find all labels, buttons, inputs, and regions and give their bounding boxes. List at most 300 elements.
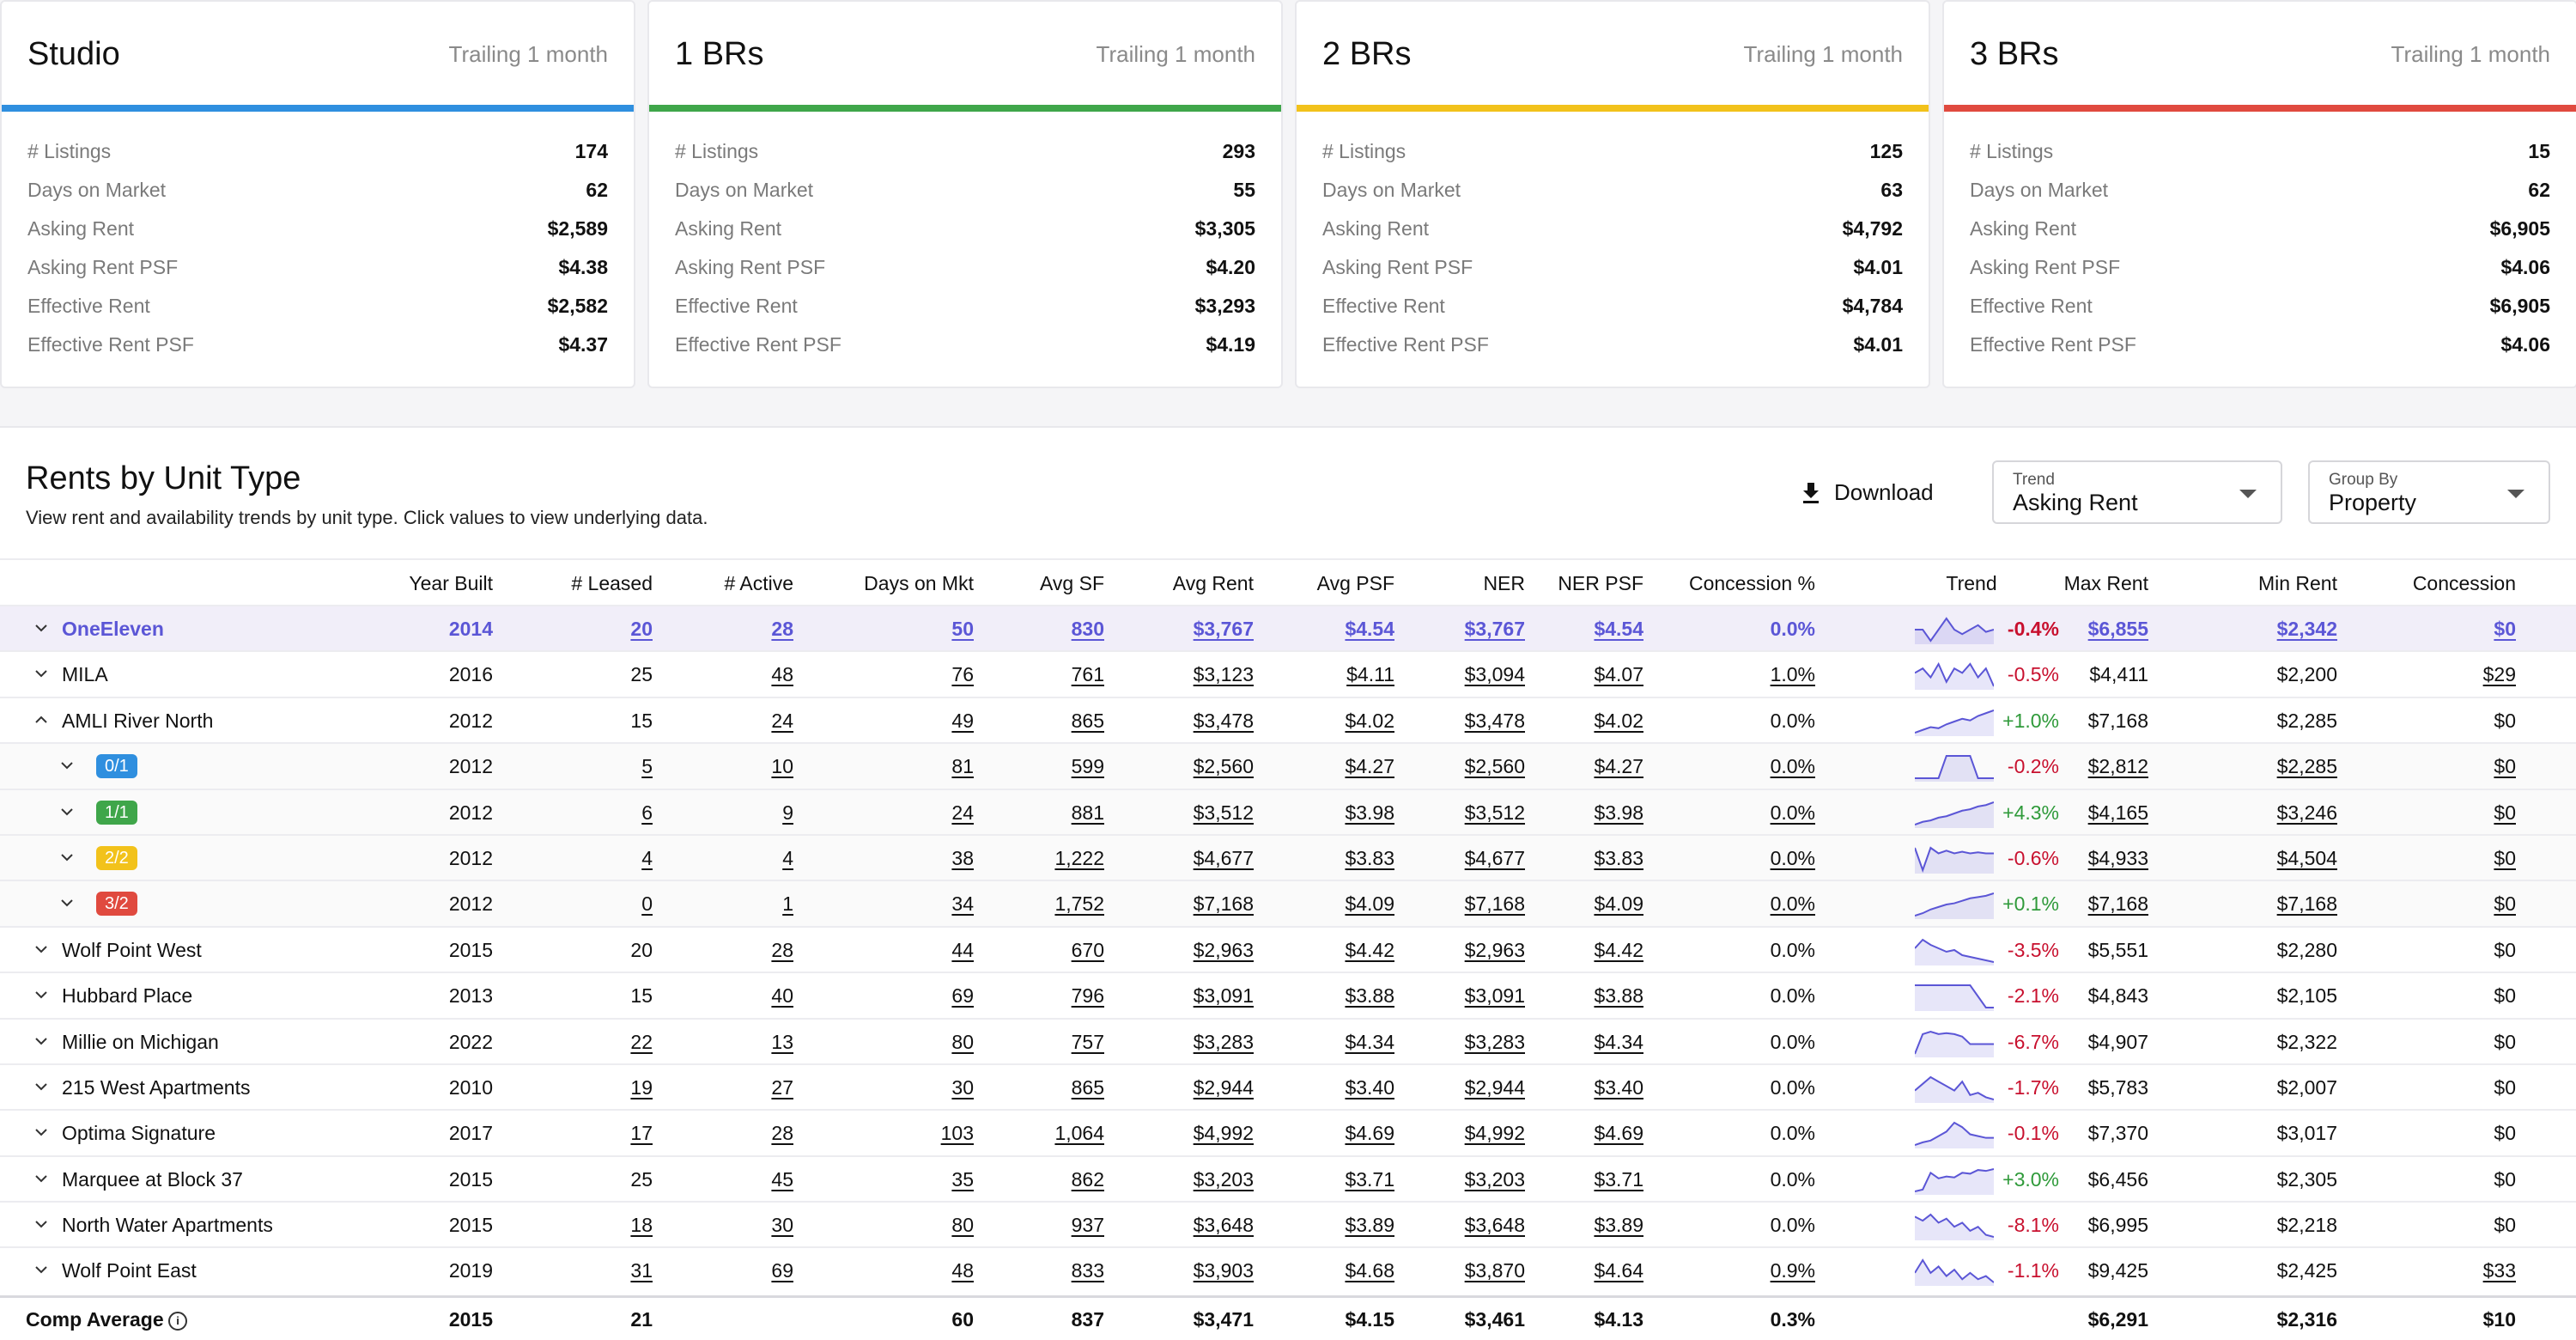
cell-sf[interactable]: 1,064 (1054, 1122, 1104, 1145)
sparkline-area (1915, 985, 1994, 1011)
cell-ner[interactable]: $3,648 (1464, 1214, 1525, 1237)
cell-dom[interactable]: 34 (951, 892, 974, 916)
column-header-avg-sf[interactable]: Avg SF (1040, 572, 1104, 594)
metric-row (1970, 171, 2550, 210)
property-name[interactable]: Optima Signature (62, 1122, 216, 1145)
cell-conc[interactable]: $0 (2494, 755, 2516, 778)
property-row[interactable] (0, 926, 2576, 971)
cell-min[interactable]: $4,504 (2276, 846, 2337, 869)
cell-active[interactable]: 4 (782, 846, 793, 869)
cell-rent[interactable]: $3,767 (1193, 618, 1254, 640)
cell-dom[interactable]: 44 (951, 938, 974, 961)
metric-value[interactable]: 15 (2528, 140, 2550, 162)
cell-ner[interactable]: $3,094 (1464, 663, 1525, 686)
trend-select[interactable] (1992, 460, 2282, 524)
column-header-avg-rent[interactable]: Avg Rent (1172, 572, 1254, 594)
chevron-down-icon[interactable] (33, 1124, 50, 1141)
column-header-days-on-mkt[interactable]: Days on Mkt (864, 572, 974, 594)
cell-min[interactable]: $7,168 (2276, 892, 2337, 916)
metric-value[interactable]: $4.19 (1206, 333, 1255, 356)
cell-rent[interactable]: $3,478 (1193, 709, 1254, 732)
cell-conc-pct[interactable]: 0.0% (1770, 892, 1815, 916)
property-row[interactable] (0, 1063, 2576, 1109)
chevron-up-icon[interactable] (33, 711, 50, 728)
chevron-down-icon[interactable] (33, 1032, 50, 1050)
property-name[interactable]: 215 West Apartments (62, 1075, 251, 1099)
cell-max[interactable]: $4,165 (2087, 801, 2148, 824)
cell-leased[interactable]: 22 (630, 1030, 653, 1053)
card-period: Trailing 1 month (1096, 41, 1255, 67)
metric-value[interactable]: 55 (1233, 179, 1255, 201)
metric-row (1970, 248, 2550, 287)
metric-row (1970, 326, 2550, 364)
cell-conc-pct[interactable]: 0.9% (1770, 1259, 1815, 1282)
metric-value[interactable]: 293 (1222, 140, 1255, 162)
metric-value[interactable]: 174 (574, 140, 608, 162)
chevron-down-icon[interactable] (33, 1215, 50, 1233)
column-header-leased[interactable]: # Leased (571, 572, 653, 594)
cell-rent[interactable]: $3,091 (1193, 984, 1254, 1008)
cell-ner[interactable]: $3,283 (1464, 1030, 1525, 1053)
cell-conc[interactable]: $33 (2482, 1259, 2516, 1282)
cell-nerpsf[interactable]: $3.83 (1594, 846, 1643, 869)
metric-value[interactable]: $4.01 (1853, 256, 1903, 278)
cell-leased[interactable]: 6 (641, 801, 653, 824)
cell-dom: 60 (951, 1308, 974, 1331)
cell-max[interactable]: $7,168 (2087, 892, 2148, 916)
download-label: Download (1834, 478, 1934, 505)
cell-nerpsf[interactable]: $3.88 (1594, 984, 1643, 1008)
trend-change: -2.1% (2007, 984, 2059, 1008)
metric-row (1322, 210, 1903, 248)
cell-dom[interactable]: 24 (951, 801, 974, 824)
cell-max[interactable]: $6,855 (2087, 618, 2148, 640)
cell-rent[interactable]: $3,903 (1193, 1259, 1254, 1282)
cell-psf[interactable]: $4.27 (1345, 755, 1394, 778)
metric-row (675, 287, 1255, 326)
cell-psf[interactable]: $3.71 (1345, 1167, 1394, 1191)
metric-label: Asking Rent PSF (675, 256, 826, 278)
cell-active[interactable]: 28 (771, 1122, 793, 1145)
cell-nerpsf[interactable]: $4.07 (1594, 663, 1643, 686)
unit-type-badge[interactable]: 0/1 (96, 754, 137, 778)
metric-value[interactable]: $3,305 (1194, 217, 1255, 240)
cell-conc-pct: 0.0% (1770, 938, 1815, 961)
cell-ner[interactable]: $4,992 (1464, 1122, 1525, 1145)
property-row[interactable] (0, 971, 2576, 1017)
cell-active[interactable]: 24 (771, 709, 793, 732)
cell-min[interactable]: $2,342 (2276, 618, 2337, 640)
cell-rent[interactable]: $3,123 (1193, 663, 1254, 686)
property-row[interactable] (0, 1201, 2576, 1246)
property-row[interactable] (0, 697, 2576, 742)
cell-year: 2014 (448, 618, 493, 640)
cell-leased[interactable]: 18 (630, 1214, 653, 1237)
cell-conc-pct: 0.3% (1770, 1308, 1815, 1331)
cell-rent[interactable]: $4,677 (1193, 846, 1254, 869)
unit-type-row[interactable] (0, 742, 2576, 788)
property-row[interactable] (0, 650, 2576, 696)
cell-conc-pct[interactable]: 0.0% (1770, 801, 1815, 824)
metric-value[interactable]: $4,792 (1842, 217, 1903, 240)
cell-dom[interactable]: 80 (951, 1214, 974, 1237)
unit-type-row[interactable] (0, 880, 2576, 925)
cell-ner[interactable]: $3,870 (1464, 1259, 1525, 1282)
cell-ner[interactable]: $7,168 (1464, 892, 1525, 916)
cell-year: 2013 (448, 984, 493, 1008)
chevron-down-icon[interactable] (33, 941, 50, 958)
metric-value[interactable]: $4.01 (1853, 333, 1903, 356)
cell-active[interactable]: 28 (771, 938, 793, 961)
cell-psf[interactable]: $4.34 (1345, 1030, 1394, 1053)
cell-year: 2012 (448, 709, 493, 732)
cell-conc-pct: 0.0% (1770, 709, 1815, 732)
cell-rent[interactable]: $2,944 (1193, 1075, 1254, 1099)
cell-nerpsf[interactable]: $3.89 (1594, 1214, 1643, 1237)
cell-ner[interactable]: $2,963 (1464, 938, 1525, 961)
unit-type-row[interactable] (0, 789, 2576, 834)
cell-conc-pct[interactable]: 1.0% (1770, 663, 1815, 686)
column-header-min-rent[interactable]: Min Rent (2257, 572, 2337, 594)
cell-sf[interactable]: 670 (1071, 938, 1104, 961)
cell-ner[interactable]: $4,677 (1464, 846, 1525, 869)
chevron-down-icon[interactable] (33, 986, 50, 1003)
property-row[interactable] (0, 1246, 2576, 1292)
caret-down-icon (2239, 490, 2257, 498)
column-header-active[interactable]: # Active (724, 572, 793, 594)
card-title: 2 BRs (1322, 36, 1412, 72)
cell-dom[interactable]: 48 (951, 1259, 974, 1282)
property-name[interactable]: Wolf Point East (62, 1259, 197, 1282)
cell-sf[interactable]: 1,222 (1054, 846, 1104, 869)
cell-nerpsf[interactable]: $4.42 (1594, 938, 1643, 961)
metric-value[interactable]: 62 (2528, 179, 2550, 201)
cell-psf[interactable]: $4.42 (1345, 938, 1394, 961)
trend-change: +1.0% (2002, 709, 2059, 732)
chevron-down-icon[interactable] (33, 619, 50, 636)
card-accent-bar (1944, 105, 2576, 112)
cell-leased[interactable]: 19 (630, 1075, 653, 1099)
column-header-concession[interactable]: Concession % (1688, 572, 1815, 594)
metric-value[interactable]: $4,784 (1842, 295, 1903, 317)
cell-min: $2,105 (2276, 984, 2337, 1008)
metric-value[interactable]: $4.37 (558, 333, 608, 356)
metric-value[interactable]: $4.06 (2500, 333, 2550, 356)
cell-dom[interactable]: 103 (940, 1122, 974, 1145)
cell-active[interactable]: 9 (782, 801, 793, 824)
cell-rent[interactable]: $7,168 (1193, 892, 1254, 916)
unit-type-badge[interactable]: 2/2 (96, 846, 137, 870)
cell-leased[interactable]: 17 (630, 1122, 653, 1145)
cell-conc[interactable]: $0 (2494, 801, 2516, 824)
metric-label: Asking Rent PSF (1970, 256, 2121, 278)
cell-conc[interactable]: $0 (2494, 618, 2516, 640)
cell-rent[interactable]: $4,992 (1193, 1122, 1254, 1145)
cell-conc: $0 (2494, 938, 2516, 961)
cell-ner[interactable]: $3,478 (1464, 709, 1525, 732)
column-header-ner-psf[interactable]: NER PSF (1558, 572, 1643, 594)
cell-active[interactable]: 27 (771, 1075, 793, 1099)
card-metrics (27, 132, 608, 364)
cell-psf[interactable]: $4.54 (1345, 618, 1394, 640)
cell-ner[interactable]: $3,512 (1464, 801, 1525, 824)
metric-value[interactable]: $6,905 (2489, 295, 2550, 317)
cell-conc-pct[interactable]: 0.0% (1770, 846, 1815, 869)
property-name[interactable]: North Water Apartments (62, 1214, 273, 1237)
cell-active[interactable]: 1 (782, 892, 793, 916)
metric-value[interactable]: 62 (586, 179, 608, 201)
cell-sf[interactable]: 833 (1071, 1259, 1104, 1282)
cell-sf[interactable]: 761 (1071, 663, 1104, 686)
chevron-down-icon[interactable] (33, 1078, 50, 1095)
column-header-max-rent[interactable]: Max Rent (2063, 572, 2148, 594)
property-row[interactable] (0, 1109, 2576, 1154)
cell-nerpsf[interactable]: $4.54 (1594, 618, 1643, 640)
card-1br (647, 0, 1283, 388)
metric-value[interactable]: $3,293 (1194, 295, 1255, 317)
cell-conc: $0 (2494, 1214, 2516, 1237)
metric-label: Effective Rent (1322, 295, 1445, 317)
trend-change: -0.5% (2007, 663, 2059, 686)
cell-psf[interactable]: $4.11 (1346, 663, 1394, 686)
chevron-down-icon[interactable] (33, 1261, 50, 1278)
cell-year: 2015 (448, 1167, 493, 1191)
chevron-down-icon[interactable] (58, 757, 76, 774)
cell-sf[interactable]: 865 (1071, 1075, 1104, 1099)
unit-type-row[interactable] (0, 834, 2576, 880)
metric-value[interactable]: $2,589 (547, 217, 608, 240)
metric-row (1970, 132, 2550, 171)
cell-conc: $0 (2494, 1030, 2516, 1053)
cell-sf[interactable]: 757 (1071, 1030, 1104, 1053)
metric-label: # Listings (1322, 140, 1406, 162)
cell-nerpsf[interactable]: $4.27 (1594, 755, 1643, 778)
cell-conc-pct[interactable]: 0.0% (1770, 755, 1815, 778)
column-header-avg-psf[interactable]: Avg PSF (1316, 572, 1394, 594)
cell-active[interactable]: 69 (771, 1259, 793, 1282)
metric-value[interactable]: $4.06 (2500, 256, 2550, 278)
cell-dom[interactable]: 35 (951, 1167, 974, 1191)
cell-min[interactable]: $2,285 (2276, 755, 2337, 778)
metric-value[interactable]: 63 (1880, 179, 1903, 201)
cell-year: 2010 (448, 1075, 493, 1099)
cell-dom[interactable]: 81 (951, 755, 974, 778)
cell-conc-pct: 0.0% (1770, 1167, 1815, 1191)
trend-sparkline (1915, 1255, 1994, 1286)
cell-leased: 20 (630, 938, 653, 961)
cell-dom[interactable]: 76 (951, 663, 974, 686)
metric-label: Days on Market (27, 179, 167, 201)
cell-leased[interactable]: 0 (641, 892, 653, 916)
cell-leased[interactable]: 4 (641, 846, 653, 869)
cell-max: $5,783 (2087, 1075, 2148, 1099)
metric-row (1322, 132, 1903, 171)
property-name[interactable]: Hubbard Place (62, 984, 193, 1008)
property-row[interactable] (0, 605, 2576, 650)
cell-dom[interactable]: 50 (951, 618, 974, 640)
metric-row (27, 287, 608, 326)
column-header-concession[interactable]: Concession (2412, 572, 2516, 594)
trend-sparkline (1915, 705, 1994, 736)
cell-ner[interactable]: $3,203 (1464, 1167, 1525, 1191)
property-row[interactable] (0, 1018, 2576, 1063)
cell-ner[interactable]: $3,767 (1464, 618, 1525, 640)
cell-rent[interactable]: $3,512 (1193, 801, 1254, 824)
metric-row (27, 210, 608, 248)
metric-row (1322, 287, 1903, 326)
cell-leased[interactable]: 5 (641, 755, 653, 778)
summary-cards (0, 0, 2576, 388)
cell-active[interactable]: 30 (771, 1214, 793, 1237)
cell-psf[interactable]: $3.88 (1345, 984, 1394, 1008)
info-icon[interactable]: i (168, 1312, 187, 1331)
cell-nerpsf[interactable]: $4.69 (1594, 1122, 1643, 1145)
metric-row (1322, 248, 1903, 287)
cell-nerpsf[interactable]: $4.02 (1594, 709, 1643, 732)
cell-conc[interactable]: $0 (2494, 892, 2516, 916)
property-name[interactable]: AMLI River North (62, 709, 214, 732)
cell-sf[interactable]: 830 (1071, 618, 1104, 640)
cell-conc[interactable]: $29 (2482, 663, 2516, 686)
group-by-select[interactable] (2308, 460, 2550, 524)
metric-row (675, 248, 1255, 287)
cell-max: $4,411 (2089, 663, 2148, 686)
cell-min: $2,425 (2276, 1259, 2337, 1282)
cell-nerpsf[interactable]: $4.34 (1594, 1030, 1643, 1053)
metric-value[interactable]: $2,582 (547, 295, 608, 317)
cell-rent[interactable]: $2,560 (1193, 755, 1254, 778)
cell-rent[interactable]: $3,283 (1193, 1030, 1254, 1053)
property-name[interactable]: Millie on Michigan (62, 1030, 219, 1053)
sparkline-area (1915, 1123, 1994, 1148)
cell-active[interactable]: 48 (771, 663, 793, 686)
chevron-down-icon[interactable] (58, 894, 76, 911)
cell-nerpsf: $4.13 (1594, 1308, 1643, 1331)
cell-dom[interactable]: 30 (951, 1075, 974, 1099)
cell-active[interactable]: 13 (771, 1030, 793, 1053)
cell-leased[interactable]: 31 (630, 1259, 653, 1282)
cell-dom[interactable]: 49 (951, 709, 974, 732)
cell-sf[interactable]: 1,752 (1054, 892, 1104, 916)
cell-leased: 15 (630, 984, 653, 1008)
cell-ner[interactable]: $2,944 (1464, 1075, 1525, 1099)
property-row[interactable] (0, 1155, 2576, 1201)
cell-sf[interactable]: 937 (1071, 1214, 1104, 1237)
metric-value[interactable]: 125 (1869, 140, 1903, 162)
cell-sf: 837 (1071, 1308, 1104, 1331)
column-header-trend[interactable]: Trend (1946, 572, 1997, 594)
cell-psf[interactable]: $4.09 (1345, 892, 1394, 916)
card-header (1297, 2, 1929, 112)
cell-nerpsf[interactable]: $4.64 (1594, 1259, 1643, 1282)
cell-rent[interactable]: $3,648 (1193, 1214, 1254, 1237)
chevron-down-icon[interactable] (33, 1170, 50, 1187)
cell-max[interactable]: $4,933 (2087, 846, 2148, 869)
cell-dom[interactable]: 38 (951, 846, 974, 869)
cell-rent[interactable]: $3,203 (1193, 1167, 1254, 1191)
cell-conc: $0 (2494, 1167, 2516, 1191)
card-accent-bar (2, 105, 634, 112)
column-header-ner[interactable]: NER (1483, 572, 1525, 594)
chevron-down-icon[interactable] (58, 803, 76, 820)
cell-max[interactable]: $2,812 (2087, 755, 2148, 778)
metric-value[interactable]: $4.38 (558, 256, 608, 278)
cell-sf[interactable]: 599 (1071, 755, 1104, 778)
metric-row (27, 248, 608, 287)
cell-ner[interactable]: $3,091 (1464, 984, 1525, 1008)
cell-nerpsf[interactable]: $4.09 (1594, 892, 1643, 916)
download-button[interactable] (1800, 472, 1954, 512)
metric-value[interactable]: $6,905 (2489, 217, 2550, 240)
cell-psf: $4.15 (1345, 1308, 1394, 1331)
cell-dom[interactable]: 69 (951, 984, 974, 1008)
cell-nerpsf[interactable]: $3.40 (1594, 1075, 1643, 1099)
cell-ner[interactable]: $2,560 (1464, 755, 1525, 778)
trend-sparkline (1915, 888, 1994, 919)
unit-type-badge[interactable]: 3/2 (96, 892, 137, 916)
trend-change: -0.2% (2007, 755, 2059, 778)
property-name[interactable]: OneEleven (62, 618, 164, 640)
cell-nerpsf[interactable]: $3.98 (1594, 801, 1643, 824)
cell-psf[interactable]: $3.40 (1345, 1075, 1394, 1099)
panel-title: Rents by Unit Type (26, 460, 301, 496)
property-name[interactable]: MILA (62, 663, 108, 686)
cell-active[interactable]: 40 (771, 984, 793, 1008)
cell-year: 2012 (448, 846, 493, 869)
chevron-down-icon[interactable] (33, 665, 50, 682)
cell-sf[interactable]: 862 (1071, 1167, 1104, 1191)
cell-psf[interactable]: $3.98 (1345, 801, 1394, 824)
table-body (0, 605, 2576, 1293)
metric-label: Effective Rent PSF (675, 333, 841, 356)
cell-active[interactable]: 45 (771, 1167, 793, 1191)
cell-min[interactable]: $3,246 (2276, 801, 2337, 824)
cell-psf[interactable]: $4.69 (1345, 1122, 1394, 1145)
cell-leased[interactable]: 20 (630, 618, 653, 640)
caret-down-icon (2507, 490, 2524, 498)
metric-label: Asking Rent (27, 217, 135, 240)
cell-conc: $10 (2482, 1308, 2516, 1331)
metric-label: Asking Rent (675, 217, 782, 240)
sparkline-area (1915, 940, 1994, 965)
cell-psf[interactable]: $3.89 (1345, 1214, 1394, 1237)
property-name[interactable]: Marquee at Block 37 (62, 1167, 243, 1191)
cell-dom[interactable]: 80 (951, 1030, 974, 1053)
cell-rent[interactable]: $2,963 (1193, 938, 1254, 961)
metric-value[interactable]: $4.20 (1206, 256, 1255, 278)
cell-conc[interactable]: $0 (2494, 846, 2516, 869)
cell-active[interactable]: 10 (771, 755, 793, 778)
unit-type-badge[interactable]: 1/1 (96, 801, 137, 825)
chevron-down-icon[interactable] (58, 849, 76, 866)
cell-psf[interactable]: $3.83 (1345, 846, 1394, 869)
metric-row (1970, 210, 2550, 248)
cell-psf[interactable]: $4.02 (1345, 709, 1394, 732)
cell-sf[interactable]: 796 (1071, 984, 1104, 1008)
trend-sparkline (1915, 1072, 1994, 1103)
cell-sf[interactable]: 865 (1071, 709, 1104, 732)
cell-min: $2,285 (2276, 709, 2337, 732)
column-header-year-built[interactable]: Year Built (409, 572, 493, 594)
cell-nerpsf[interactable]: $3.71 (1594, 1167, 1643, 1191)
cell-active[interactable]: 28 (771, 618, 793, 640)
trend-sparkline (1915, 751, 1994, 782)
property-name[interactable]: Wolf Point West (62, 938, 202, 961)
cell-year: 2016 (448, 663, 493, 686)
cell-sf[interactable]: 881 (1071, 801, 1104, 824)
metric-label: Asking Rent (1970, 217, 2077, 240)
cell-psf[interactable]: $4.68 (1345, 1259, 1394, 1282)
